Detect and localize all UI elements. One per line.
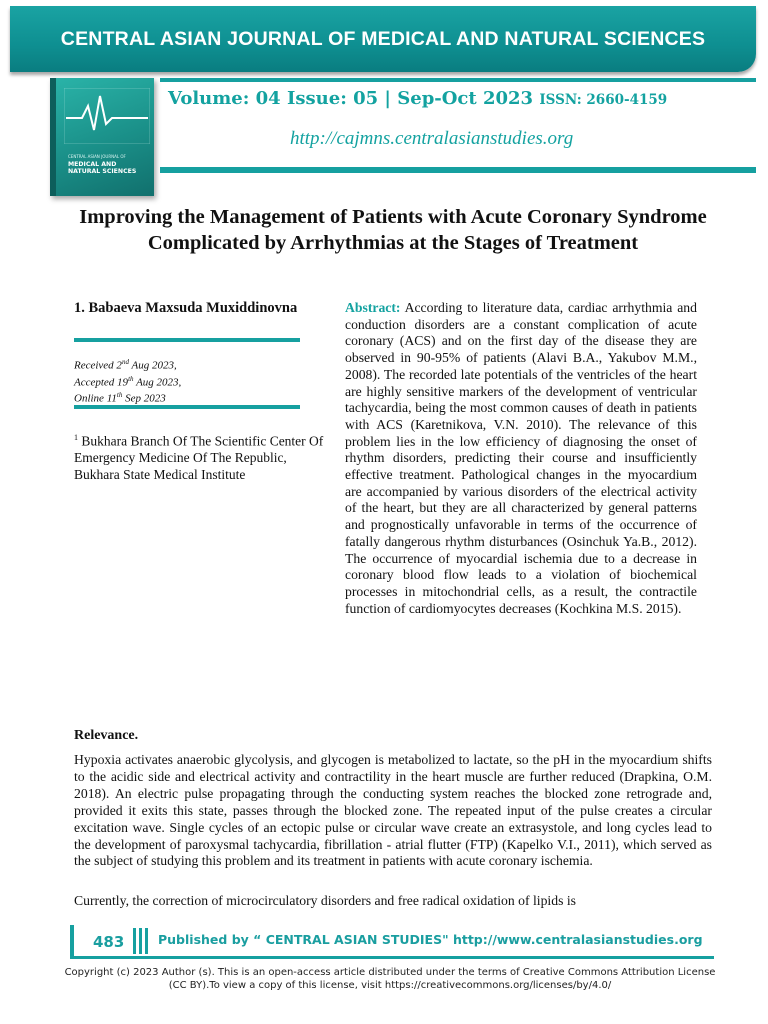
relevance-heading: Relevance.	[74, 728, 139, 743]
footer-bar-1	[133, 928, 136, 954]
journal-cover	[50, 78, 154, 196]
article-dates	[74, 356, 304, 406]
accepted-month: Aug 2023,	[133, 376, 182, 389]
header-rule-top	[160, 78, 756, 82]
cover-title: MEDICAL AND NATURAL SCIENCES	[68, 161, 137, 175]
abstract-text: According to literature data, cardiac arrhythmia and conduction disorders are a constant complication of acute coronary (ACS) and on the first day of the disease they are observed in 90-95% of patients (Alavi B.A., Yakubov M.M., 2008). The recorded late potentials of the ventricles of the heart are highly sensitive markers of the development of ventricular tachycardia, being the most common causes of death in patients with ACS (Karetnikova, V.N. 2010). The relevance of this problem lies in the low efficiency of diagnosing the onset of rhythm disorders, predicting their course and insufficiently effective treatment. Pathological changes in the myocardium are accompanied by various disorders of the electrical activity of the heart, but they are all characterized by general patterns and prognostically unfavorable in terms of the occurrence of fatally dangerous rhythm disturbances (Osinchuk Ya.B., 2012). The occurrence of myocardial ischemia due to a decrease in coronary blood flow leads to a violation of biochemical processes in mitochondrial cells, as a result, the contractile function of cardiomyocytes decreases (Kochkina M.S. 2015).	[345, 300, 697, 616]
journal-name: CENTRAL ASIAN JOURNAL OF MEDICAL AND NATURAL SCIENCES	[60, 27, 706, 50]
issn: ISSN: 2660-4159	[539, 92, 668, 108]
online-month: Sep 2023	[122, 392, 166, 405]
abstract-label: Abstract:	[345, 300, 401, 315]
accepted-sup: th	[128, 374, 134, 383]
received-sup: nd	[121, 358, 129, 366]
volume-issue-text: Volume: 04 Issue: 05 | Sep-Oct 2023	[168, 88, 534, 109]
author-name: 1. Babaeva Maxsuda Muxiddinovna	[74, 300, 298, 316]
journal-banner	[10, 6, 756, 72]
received-month: Aug 2023,	[128, 359, 177, 372]
footer-bar-2	[139, 928, 142, 954]
author-affiliation	[74, 430, 324, 483]
page-number: 483	[93, 933, 125, 951]
publisher-line: Published by “ CENTRAL ASIAN STUDIES" http://www.centralasianstudies.org	[158, 932, 703, 947]
copyright-notice: Copyright (c) 2023 Author (s). This is an open-access article distributed under the terms of Creative Commons Attribution License (CC BY).To view a copy of this license, visit https://creativecommons.org/licenses/by/4.0/	[64, 967, 716, 991]
body-paragraph-1: Hypoxia activates anaerobic glycolysis, and glycogen is metabolized to lactate, so the pH in the myocardium shifts to the acidic side and electrical activity and contractility in the heart muscle are further reduced (Drapkina, O.M. 2018). An electric pulse propagating through the conducting system reaches the blocked zone retrograde and, provided it exits this state, passes through the blocked zone. The repeated input of the pulse creates a circular excitation wave. Single cycles of an ectopic pulse or circular wave create an extrasystole, and long cycles lead to the development of paroxysmal tachycardia, fibrillation - atrial flutter (FTP) (Kapelko V.I., 2011), which served as the subject of studying this problem and its treatment in patients with acute coronary ischemia.	[74, 752, 712, 869]
accepted-date: Accepted 19	[74, 376, 129, 389]
cover-subtitle: CENTRAL ASIAN JOURNAL OF	[68, 154, 126, 159]
affiliation-sup: 1	[74, 433, 78, 442]
online-sup: th	[116, 391, 123, 400]
article-title: Improving the Management of Patients with Acute Coronary Syndrome Complicated by Arrhythmias at the Stages of Treatment	[79, 206, 707, 254]
journal-url-link[interactable]: http://cajmns.centralasianstudies.org	[290, 128, 574, 149]
affiliation-text: Bukhara Branch Of The Scientific Center Of Emergency Medicine Of The Republic, Bukhara State Medical Institute	[74, 433, 324, 482]
footer-rule-left	[70, 925, 74, 959]
online-date: Online 11	[74, 392, 117, 405]
body-paragraph-2: Currently, the correction of microcirculatory disorders and free radical oxidation of lipids is	[74, 893, 576, 908]
volume-issue	[168, 88, 667, 109]
header-rule-bottom	[160, 167, 756, 173]
author-divider	[74, 338, 300, 342]
footer-underline	[74, 956, 714, 959]
dates-divider	[74, 405, 300, 409]
footer-bar-3	[145, 928, 148, 954]
abstract	[345, 300, 697, 617]
received-date: Received 2	[74, 359, 122, 372]
heartbeat-icon	[64, 88, 150, 144]
